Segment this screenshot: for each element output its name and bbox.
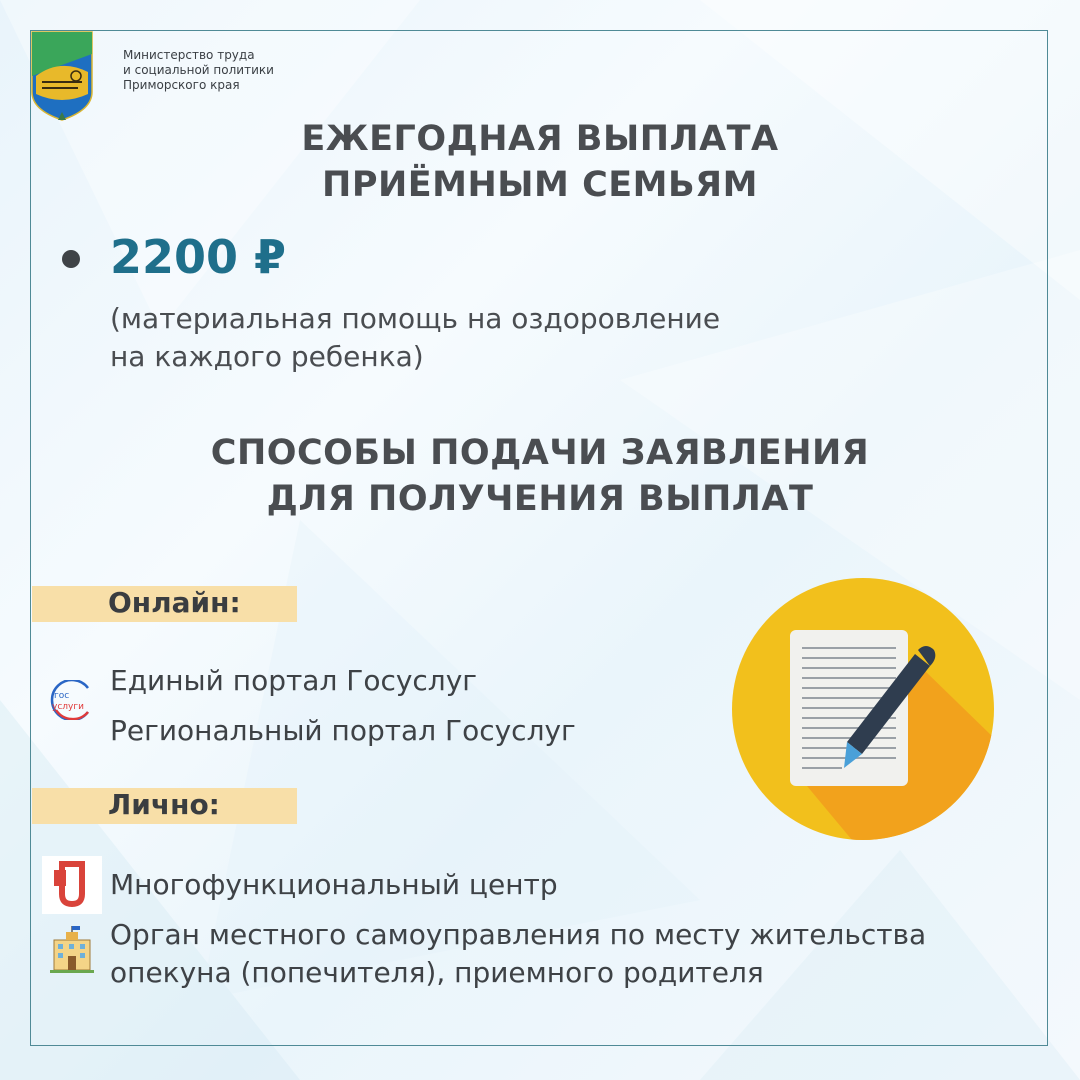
in-person-label: Лично: <box>108 788 220 821</box>
in-person-item-local-authority <box>110 916 926 992</box>
ministry-line: Приморского края <box>123 78 240 92</box>
item-line: опекуна (попечителя), приемного родителя <box>110 956 764 989</box>
methods-title <box>0 430 1080 522</box>
methods-title-line: ДЛЯ ПОЛУЧЕНИЯ ВЫПЛАТ <box>266 479 814 519</box>
online-item: Единый портал Госуслуг <box>110 664 477 697</box>
svg-text:услуги: услуги <box>52 702 84 712</box>
payment-note <box>110 300 720 376</box>
ministry-name <box>123 48 343 93</box>
title-line: ЕЖЕГОДНАЯ ВЫПЛАТА <box>301 119 779 159</box>
mfc-icon <box>42 856 102 914</box>
payment-amount: 2200 ₽ <box>110 230 287 284</box>
note-line: (материальная помощь на оздоровление <box>110 302 721 335</box>
title-line: ПРИЁМНЫМ СЕМЬЯМ <box>322 165 758 205</box>
gosuslugi-icon <box>48 680 96 720</box>
in-person-item-mfc: Многофункциональный центр <box>110 868 558 901</box>
bullet-dot <box>62 250 80 268</box>
ministry-line: и социальной политики <box>123 63 274 77</box>
svg-text:гос: гос <box>54 691 70 701</box>
online-label: Онлайн: <box>108 586 241 619</box>
methods-title-line: СПОСОБЫ ПОДАЧИ ЗАЯВЛЕНИЯ <box>210 433 870 473</box>
document-pen-icon <box>732 578 994 840</box>
ministry-line: Министерство труда <box>123 48 255 62</box>
building-icon <box>48 926 96 974</box>
online-item: Региональный портал Госуслуг <box>110 714 576 747</box>
crest-icon <box>30 30 94 122</box>
item-line: Орган местного самоуправления по месту жительства <box>110 918 927 951</box>
page-title <box>0 116 1080 208</box>
note-line: на каждого ребенка) <box>110 340 424 373</box>
